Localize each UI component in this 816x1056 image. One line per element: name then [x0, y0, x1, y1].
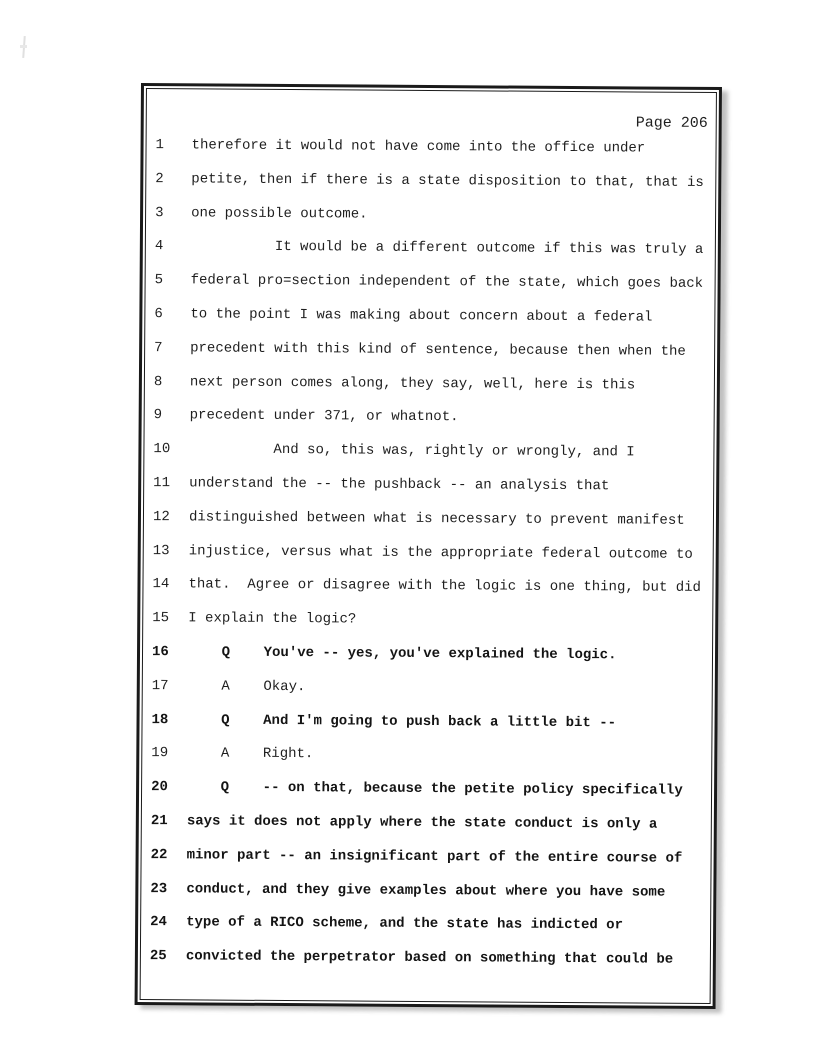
line-text: I explain the logic?: [188, 610, 357, 628]
line-number: 10: [153, 441, 171, 458]
line-text: A Okay.: [187, 678, 306, 695]
transcript-line: [145, 399, 714, 437]
line-number: 9: [153, 407, 163, 424]
transcript-line: [145, 332, 714, 370]
line-text: therefore it would not have come into the office under: [191, 137, 646, 157]
line-number: 22: [150, 846, 168, 863]
transcript-line: [144, 535, 713, 573]
line-text: says it does not apply where the state conduct is only a: [186, 813, 658, 833]
line-number: 24: [150, 914, 168, 931]
transcript-line: [141, 873, 710, 911]
line-text: to the point I was making about concern about a federal: [190, 306, 653, 326]
transcript-line: [145, 298, 714, 336]
line-number: 2: [155, 170, 164, 187]
line-text: federal pro=section independent of the state, which goes back: [190, 272, 704, 293]
transcript-frame: [135, 83, 722, 1009]
line-text: distinguished between what is necessary to prevent manifest: [188, 509, 685, 529]
line-number: 13: [152, 542, 170, 559]
transcript-line: [144, 501, 713, 539]
transcript-body: [141, 129, 716, 978]
line-number: 1: [155, 137, 165, 154]
transcript-frame-inner: [140, 88, 717, 1004]
line-number: 20: [151, 779, 168, 796]
transcript-line: [145, 366, 714, 404]
transcript-line: [143, 670, 712, 708]
line-text: Q -- on that, because the petite policy specifically: [187, 779, 683, 799]
transcript-line: [146, 129, 715, 167]
line-text: next person comes along, they say, well, here is this: [189, 373, 636, 394]
transcript-line: [143, 568, 712, 606]
transcript-line: [146, 197, 715, 235]
line-text: precedent under 371, or whatnot.: [189, 407, 459, 426]
line-number: 18: [151, 711, 169, 728]
transcript-line: [145, 264, 714, 302]
transcript-line: [143, 602, 712, 640]
line-number: 12: [152, 508, 170, 525]
transcript-line: [146, 163, 715, 201]
transcript-line: [142, 805, 711, 843]
line-text: conduct, and they give examples about where you have some: [186, 880, 666, 901]
transcript-line: [142, 771, 711, 809]
line-text: Q You've -- yes, you've explained the logic.: [187, 644, 617, 664]
line-text: Q And I'm going to push back a little bit --: [187, 711, 617, 731]
page-number: Page 206: [635, 114, 708, 132]
transcript-line: [142, 704, 711, 742]
line-text: precedent with this kind of sentence, because then when the: [190, 340, 686, 360]
line-text: injustice, versus what is the appropriate federal outcome to: [188, 542, 693, 563]
line-text: type of a RICO scheme, and the state has indicted or: [186, 914, 624, 934]
line-text: convicted the perpetrator based on something that could be: [185, 948, 674, 968]
line-number: 8: [153, 373, 163, 390]
line-number: 16: [151, 644, 169, 661]
transcript-line: [142, 737, 711, 775]
line-text: understand the -- the pushback -- an analysis that: [189, 475, 610, 495]
transcript-line: [141, 839, 710, 877]
line-number: 25: [149, 948, 167, 965]
line-text: minor part -- an insignificant part of the entire course of: [186, 847, 683, 867]
line-number: 15: [152, 610, 170, 627]
transcript-line: [144, 433, 713, 471]
line-number: 5: [154, 272, 164, 289]
line-text: And so, this was, rightly or wrongly, and I: [189, 441, 635, 461]
transcript-line: [143, 636, 712, 674]
line-number: 23: [150, 880, 168, 897]
line-text: A Right.: [187, 745, 314, 763]
line-number: 4: [154, 238, 164, 255]
line-number: 3: [155, 204, 164, 221]
line-number: 7: [154, 339, 163, 356]
transcript-line: [146, 230, 715, 268]
line-number: 21: [150, 813, 168, 830]
transcript-line: [144, 467, 713, 505]
line-text: that. Agree or disagree with the logic is one thing, but did: [188, 576, 702, 597]
line-number: 17: [151, 677, 169, 694]
line-text: It would be a different outcome if this was truly a: [190, 238, 704, 259]
line-number: 11: [153, 475, 171, 492]
line-number: 19: [151, 745, 169, 762]
line-number: 6: [154, 306, 163, 323]
line-text: petite, then if there is a state disposition to that, that is: [191, 171, 704, 191]
scan-artifact: [20, 36, 30, 62]
line-number: 14: [152, 576, 170, 593]
line-text: one possible outcome.: [191, 204, 368, 223]
transcript-line: [141, 906, 710, 944]
transcript-line: [141, 940, 710, 978]
